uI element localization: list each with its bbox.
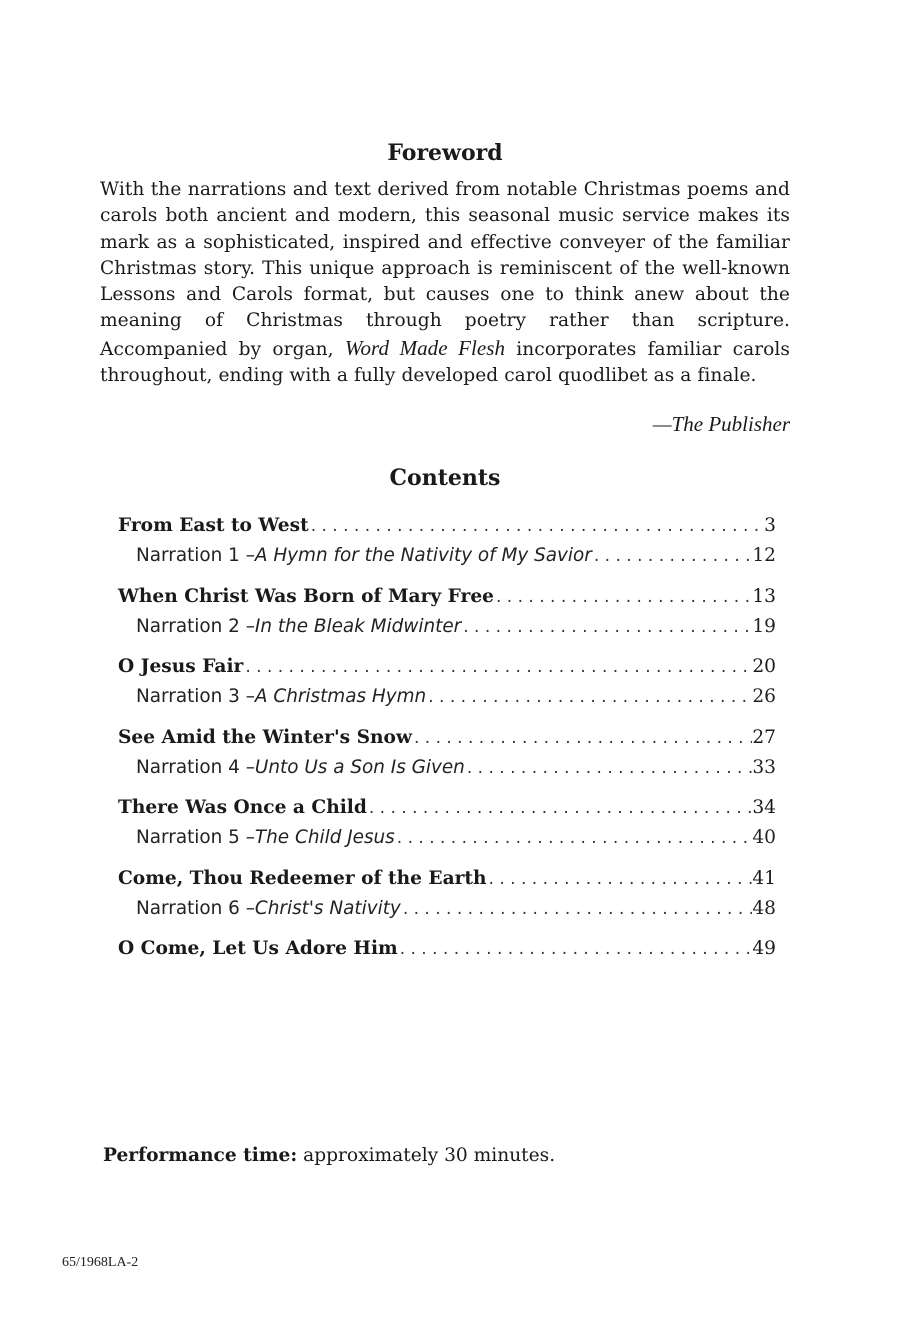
work-title: Word Made Flesh bbox=[344, 335, 506, 360]
toc-page-number: 40 bbox=[752, 827, 776, 848]
toc-page-number: 20 bbox=[752, 656, 776, 677]
toc-entry-narration bbox=[118, 753, 776, 783]
narration-label: Narration 6 – bbox=[136, 897, 255, 919]
toc-entry-main bbox=[118, 793, 776, 823]
toc-page-number: 27 bbox=[752, 726, 776, 748]
toc-entry-main bbox=[118, 934, 776, 964]
dot-leader bbox=[494, 582, 752, 612]
dot-leader bbox=[395, 823, 753, 853]
foreword-text-end: incorporates familiar carols throughout, ending with a fully developed carol quodlibet as a finale. bbox=[100, 338, 791, 387]
table-of-contents bbox=[118, 511, 776, 1005]
toc-entry-narration bbox=[118, 823, 776, 853]
performance-time-label: Performance time: bbox=[103, 1145, 298, 1166]
dot-leader bbox=[401, 894, 753, 924]
toc-entry-main bbox=[118, 582, 776, 612]
narration-title: A Christmas Hymn bbox=[254, 686, 427, 707]
toc-group bbox=[118, 723, 776, 794]
toc-page-number: 12 bbox=[752, 545, 776, 566]
narration-title: Unto Us a Son Is Given bbox=[254, 756, 465, 778]
narration-label: Narration 4 – bbox=[136, 756, 255, 778]
dot-leader bbox=[487, 864, 753, 894]
narration-label: Narration 2 – bbox=[136, 615, 255, 637]
toc-page-number: 49 bbox=[752, 938, 776, 959]
narration-label: Narration 1 – bbox=[136, 545, 255, 566]
foreword-paragraph bbox=[100, 177, 790, 389]
dot-leader bbox=[412, 723, 752, 753]
dot-leader bbox=[426, 682, 752, 712]
narration-label: Narration 3 – bbox=[136, 686, 255, 707]
toc-page-number: 41 bbox=[752, 867, 776, 889]
dot-leader bbox=[592, 541, 752, 571]
dot-leader bbox=[398, 934, 753, 964]
toc-page-number: 3 bbox=[764, 515, 776, 536]
toc-entry-narration bbox=[118, 541, 776, 571]
toc-entry-narration bbox=[118, 894, 776, 924]
toc-group bbox=[118, 652, 776, 723]
toc-page-number: 19 bbox=[752, 615, 776, 637]
dot-leader bbox=[367, 793, 752, 823]
toc-entry-main bbox=[118, 652, 776, 682]
toc-entry-narration bbox=[118, 612, 776, 642]
catalog-code: 65/1968LA-2 bbox=[62, 1255, 139, 1270]
toc-entry-main bbox=[118, 511, 776, 541]
toc-page-number: 13 bbox=[752, 585, 776, 607]
narration-title: In the Bleak Midwinter bbox=[254, 615, 462, 637]
dot-leader bbox=[243, 652, 752, 682]
contents-heading: Contents bbox=[389, 465, 501, 491]
toc-entry-narration bbox=[118, 682, 776, 712]
foreword-text-start: With the narrations and text derived from notable Christmas poems and carols both ancient and modern, this seasonal music service makes its mark as a sophisticated, inspired and effective conveyer of the familiar Christmas story. This unique approach is reminiscent of the well-known Lessons and Carols format, but causes one to think anew about the meaning of Christmas through poetry rather than scripture. Accompanied by organ, bbox=[100, 179, 790, 360]
performance-time bbox=[103, 1145, 555, 1166]
narration-title: A Hymn for the Nativity of My Savior bbox=[254, 545, 592, 566]
toc-page-number: 33 bbox=[752, 756, 776, 778]
toc-entry-title: When Christ Was Born of Mary Free bbox=[118, 585, 494, 607]
toc-page-number: 34 bbox=[752, 797, 776, 818]
toc-entry-title: O Jesus Fair bbox=[118, 656, 244, 677]
dot-leader bbox=[461, 612, 752, 642]
toc-entry-title: O Come, Let Us Adore Him bbox=[118, 938, 398, 959]
toc-group bbox=[118, 864, 776, 935]
toc-entry-title: Come, Thou Redeemer of the Earth bbox=[118, 867, 487, 889]
toc-entry-title: From East to West bbox=[118, 515, 309, 536]
toc-group bbox=[118, 934, 776, 1005]
narration-title: Christ's Nativity bbox=[254, 897, 401, 919]
dot-leader bbox=[465, 753, 752, 783]
narration-label: Narration 5 – bbox=[136, 827, 255, 848]
foreword-heading: Foreword bbox=[387, 140, 503, 166]
toc-entry-main bbox=[118, 864, 776, 894]
toc-group bbox=[118, 511, 776, 582]
toc-group bbox=[118, 793, 776, 864]
performance-time-value: approximately 30 minutes. bbox=[297, 1145, 556, 1166]
toc-group bbox=[118, 582, 776, 653]
narration-title: The Child Jesus bbox=[254, 827, 395, 848]
toc-page-number: 26 bbox=[752, 686, 776, 707]
foreword-signature: —The Publisher bbox=[652, 412, 790, 436]
toc-entry-title: See Amid the Winter's Snow bbox=[118, 726, 412, 748]
dot-leader bbox=[309, 511, 764, 541]
toc-entry-main bbox=[118, 723, 776, 753]
toc-entry-title: There Was Once a Child bbox=[118, 797, 367, 818]
toc-page-number: 48 bbox=[752, 897, 776, 919]
